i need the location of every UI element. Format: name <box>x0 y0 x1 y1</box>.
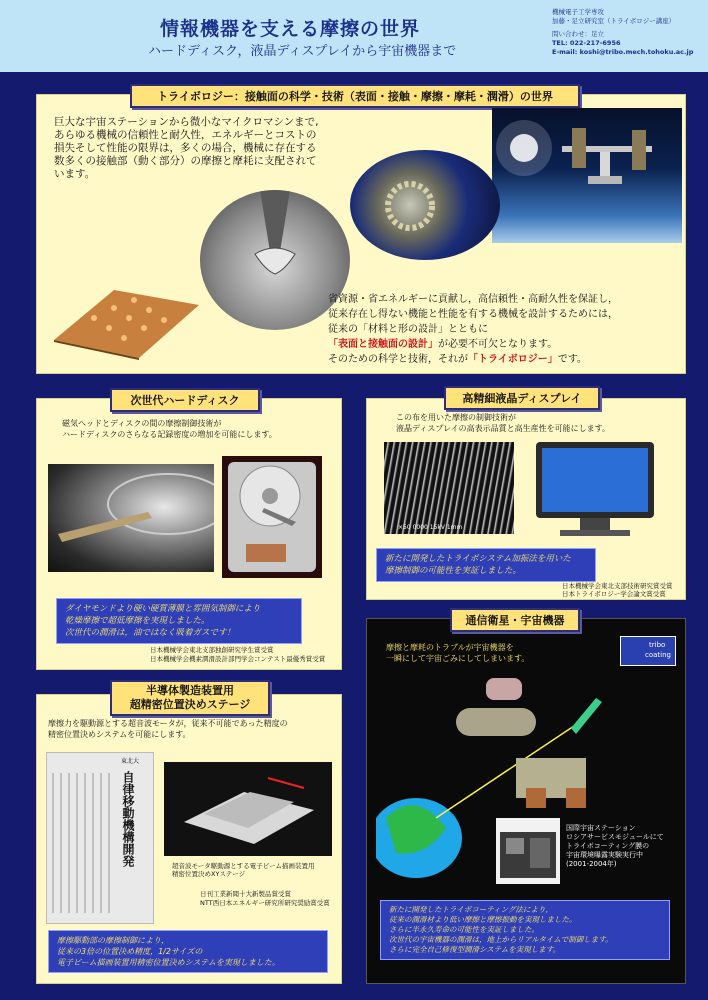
body-line-pre: そのための科学と技術，それが <box>328 354 468 365</box>
hdd-open-graphic <box>222 456 322 578</box>
space-title: 通信衛星・宇宙機器 <box>450 608 580 632</box>
body-line <box>328 337 618 352</box>
result-line: 摩擦駆動部の摩擦制御により， <box>57 936 169 945</box>
logo-text: tribo <box>649 641 666 649</box>
desc-line: ハードディスクのさらなる記録密度の増加を可能にします。 <box>62 430 277 439</box>
body-line-post: です。 <box>557 354 587 365</box>
space-desc <box>386 642 529 664</box>
result-line: 乾燥摩擦で超低摩擦を実現しました。 <box>65 616 210 626</box>
caption-line: 国際宇宙ステーション <box>566 824 636 832</box>
microdot-substrate-photo <box>44 270 204 360</box>
desc-line: 精密位置決めシステムを可能にします。 <box>48 730 191 739</box>
experiment-graphic <box>496 818 560 884</box>
highlight-surface-design: 「表面と接触面の設計」 <box>328 339 438 350</box>
hdd-open-photo <box>222 456 322 578</box>
rubbing-cloth-sem-photo <box>384 442 514 534</box>
award-line: 日本トライボロジー学会論文賞受賞 <box>562 590 666 598</box>
desc-line: 一瞬にして宇宙ごみにしてしまいます。 <box>386 654 530 663</box>
page-title: 情報機器を支える摩擦の世界 <box>160 18 421 40</box>
news-sub: 東北大 <box>121 758 140 765</box>
hdd-platter-photo <box>48 464 214 572</box>
space-result <box>380 900 670 960</box>
result-line: 次世代の潤滑は，油ではなく吸着ガスです！ <box>65 628 236 638</box>
xy-stage-graphic <box>164 762 332 856</box>
highlight-tribology: 「トライボロジー」 <box>468 354 558 365</box>
desc-line: 磁気ヘッドとディスクの間の摩擦制御技術が <box>62 419 222 428</box>
semi-caption <box>172 862 314 878</box>
intro-line: 巨大な宇宙ステーションから微小なマイクロマシンまで, <box>54 116 319 128</box>
newspaper-text-graphic <box>47 753 154 924</box>
lcd-monitor-photo <box>530 440 660 542</box>
space-caption <box>566 824 664 869</box>
lcd-awards <box>562 582 673 598</box>
gear-graphic <box>350 150 500 260</box>
sem-scale-label: ×50 0000 15kV 1mm <box>398 524 463 531</box>
body-line: 従来の「材料と形の設計」とともに <box>328 324 488 335</box>
body-line-rest: が必要不可欠となります。 <box>438 339 558 350</box>
result-line: 電子ビーム描画装置用精密位置決めシステムを実現しました。 <box>57 958 280 967</box>
result-line: 従来の潤滑材より低い摩擦と摩擦振動を実現しました。 <box>389 915 577 924</box>
award-line: 日本機械学会東北支部独創研究学生賞受賞 <box>150 646 274 654</box>
contact-email[interactable]: E-mail: koshi@tribo.mech.tohoku.ac.jp <box>552 48 694 56</box>
hdd-wheel-photo <box>350 150 500 260</box>
desc-line: この布を用いた摩擦の制御技術が <box>396 413 516 422</box>
body-line: 省資源・省エネルギーに貢献し，高信頼性・高耐久性を保証し， <box>328 294 618 305</box>
intro-line: います。 <box>54 168 96 180</box>
semi-title <box>110 680 270 716</box>
hdd-awards <box>150 646 325 664</box>
result-line: さらに半永久寿命の可能性を実証しました。 <box>389 925 539 934</box>
lcd-result <box>376 548 596 582</box>
xy-stage-photo <box>164 762 332 856</box>
substrate-graphic <box>44 270 204 360</box>
contact-line: 機械電子工学専攻 <box>552 8 604 16</box>
space-station-graphic <box>492 108 682 243</box>
award-line: 日本機械学会機素潤滑設計部門学会コンテスト最優秀賞受賞 <box>150 655 326 663</box>
caption-line: 精密位置決めXYステージ <box>172 870 246 878</box>
lcd-title: 高精細液晶ディスプレイ <box>444 386 600 410</box>
news-headline: 自律移動機構開発 <box>121 771 135 867</box>
logo-text: coating <box>645 651 671 659</box>
hdd-result <box>56 598 302 644</box>
page-subtitle: ハードディスク，液晶ディスプレイから宇宙機器まで <box>148 44 457 59</box>
tribology-intro <box>54 116 319 181</box>
semi-desc <box>48 718 288 740</box>
caption-line: 超音波モータ駆動源とする電子ビーム描画装置用 <box>172 862 315 870</box>
result-line: 新たに開発したトライボコーティング法により， <box>389 905 554 914</box>
intro-line: 数多くの接触部（動く部分）の摩擦と摩耗に支配されて <box>54 155 317 167</box>
desc-line: 摩擦力を駆動源とする超音波モータが，従来不可能であった精度の <box>48 719 288 728</box>
tribo-coating-logo <box>620 636 676 666</box>
caption-line: トライボコーティング膜の <box>566 842 650 850</box>
hdd-desc <box>62 418 277 440</box>
contact-line: 問い合わせ：足立 <box>552 30 604 38</box>
intro-line: 損失そして性能の限界は，多くの場合，機械に存在する <box>54 142 317 154</box>
body-line: 従来存在し得ない機能と性能を有する機械を設計するためには， <box>328 309 618 320</box>
caption-line: ロシアサービスモジュールにて <box>566 833 664 841</box>
newspaper-clipping <box>46 752 154 924</box>
contact-line: 加藤・足立研究室（トライボロジー講座） <box>552 17 676 25</box>
body-line <box>328 352 618 367</box>
header <box>0 0 708 72</box>
hdd-title: 次世代ハードディスク <box>110 388 260 412</box>
caption-line: 宇宙環境曝露実験実行中 <box>566 851 643 859</box>
result-line: 次世代の宇宙機器の潤滑は，地上からリアルタイムで制御します。 <box>389 935 613 944</box>
contact-tel: TEL: 022-217-6956 <box>552 39 621 47</box>
exposure-experiment-photo <box>496 818 560 884</box>
result-line: 従来の3倍の位置決め精度，1/2サイズの <box>57 947 203 956</box>
award-line: 日本機械学会東北支部技術研究賞受賞 <box>562 582 673 590</box>
desc-line: 摩擦と摩耗のトラブルが宇宙機器を <box>386 643 514 652</box>
result-line: ダイヤモンドより硬い硬質薄膜と雰囲気制御により <box>65 604 261 614</box>
semi-result <box>48 930 328 973</box>
desc-line: 液晶ディスプレイの高表示品質と高生産性を可能にします。 <box>396 424 610 433</box>
monitor-graphic <box>530 440 660 542</box>
result-line: 摩擦制御の可能性を実証しました。 <box>385 566 522 576</box>
tribology-title: トライボロジー：接触面の科学・技術（表面・接触・摩擦・摩耗・潤滑）の世界 <box>130 84 580 108</box>
award-line: NTT西日本エネルギー研究所研究奨励賞受賞 <box>200 899 330 907</box>
semi-awards <box>200 890 330 908</box>
caption-line: (2001-2004年) <box>566 860 617 868</box>
award-line: 日刊工業新聞十大新製品賞受賞 <box>200 890 291 898</box>
lcd-desc <box>396 412 610 434</box>
intro-line: あらゆる機械の信頼性と耐久性，エネルギーとコストの <box>54 129 317 141</box>
tribology-body <box>328 292 618 367</box>
semi-title-line: 超精密位置決めステージ <box>129 698 251 711</box>
space-station-photo <box>492 108 682 243</box>
result-line: さらに完全自己修復型潤滑システムを実現します。 <box>389 945 561 954</box>
semi-title-line: 半導体製造装置用 <box>146 684 234 697</box>
hdd-arm-graphic <box>48 464 214 572</box>
result-line: 新たに開発したトライボシステム加振法を用いた <box>385 554 571 564</box>
contact-info <box>552 8 693 57</box>
